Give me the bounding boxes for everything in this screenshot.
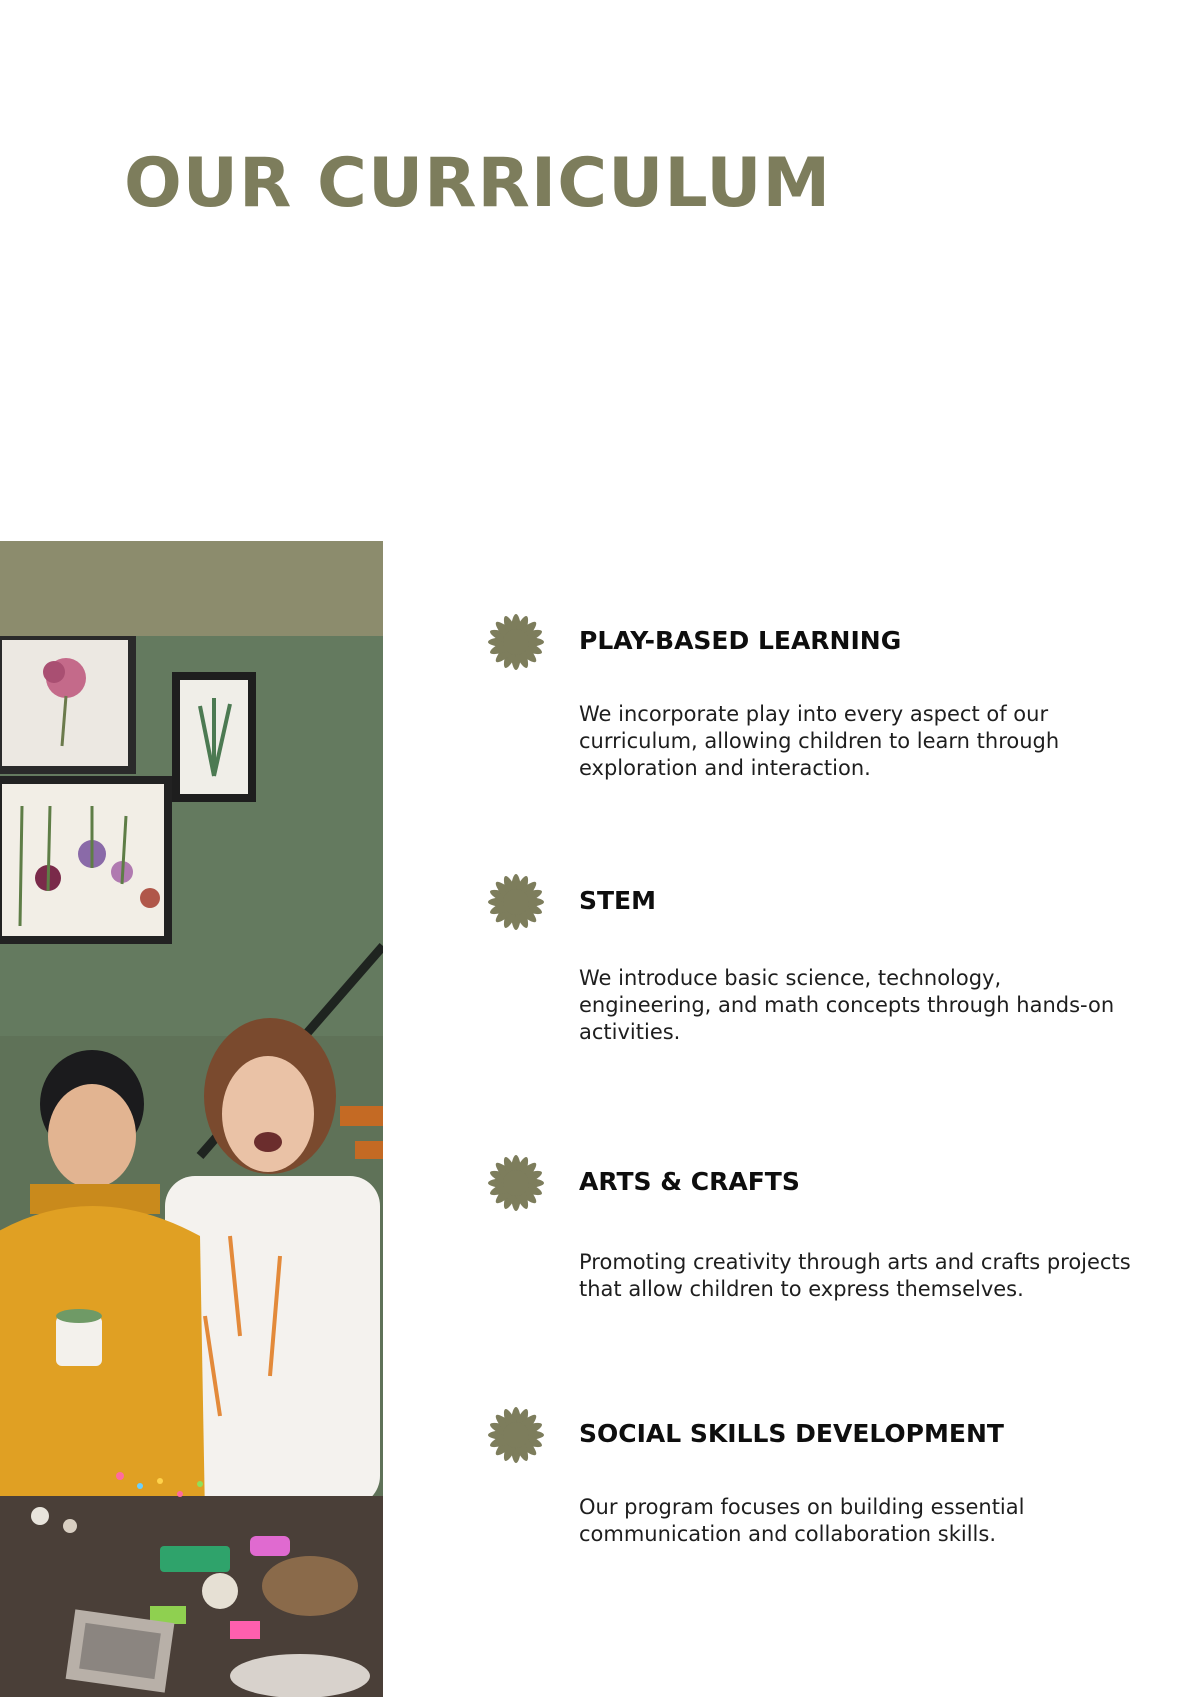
item-description: We incorporate play into every aspect of our curriculum, allowing children to learn through exploration and interaction. <box>579 702 1060 780</box>
item-description: Our program focuses on building essential communication and collaboration skills. <box>579 1495 1025 1546</box>
item-heading: STEM <box>579 886 657 915</box>
decorative-band <box>0 541 383 636</box>
flower-icon <box>485 871 547 933</box>
item-heading: ARTS & CRAFTS <box>579 1167 800 1196</box>
item-description: Promoting creativity through arts and crafts projects that allow children to express themselves. <box>579 1250 1131 1301</box>
page-title: OUR CURRICULUM <box>124 144 832 223</box>
flower-icon <box>485 1404 547 1466</box>
item-heading: PLAY-BASED LEARNING <box>579 626 902 655</box>
item-heading: SOCIAL SKILLS DEVELOPMENT <box>579 1419 1004 1448</box>
flower-icon <box>485 611 547 673</box>
item-description: We introduce basic science, technology, engineering, and math concepts through hands-on activities. <box>579 966 1115 1044</box>
children-crafts-photo <box>0 636 383 1697</box>
flower-icon <box>485 1152 547 1214</box>
